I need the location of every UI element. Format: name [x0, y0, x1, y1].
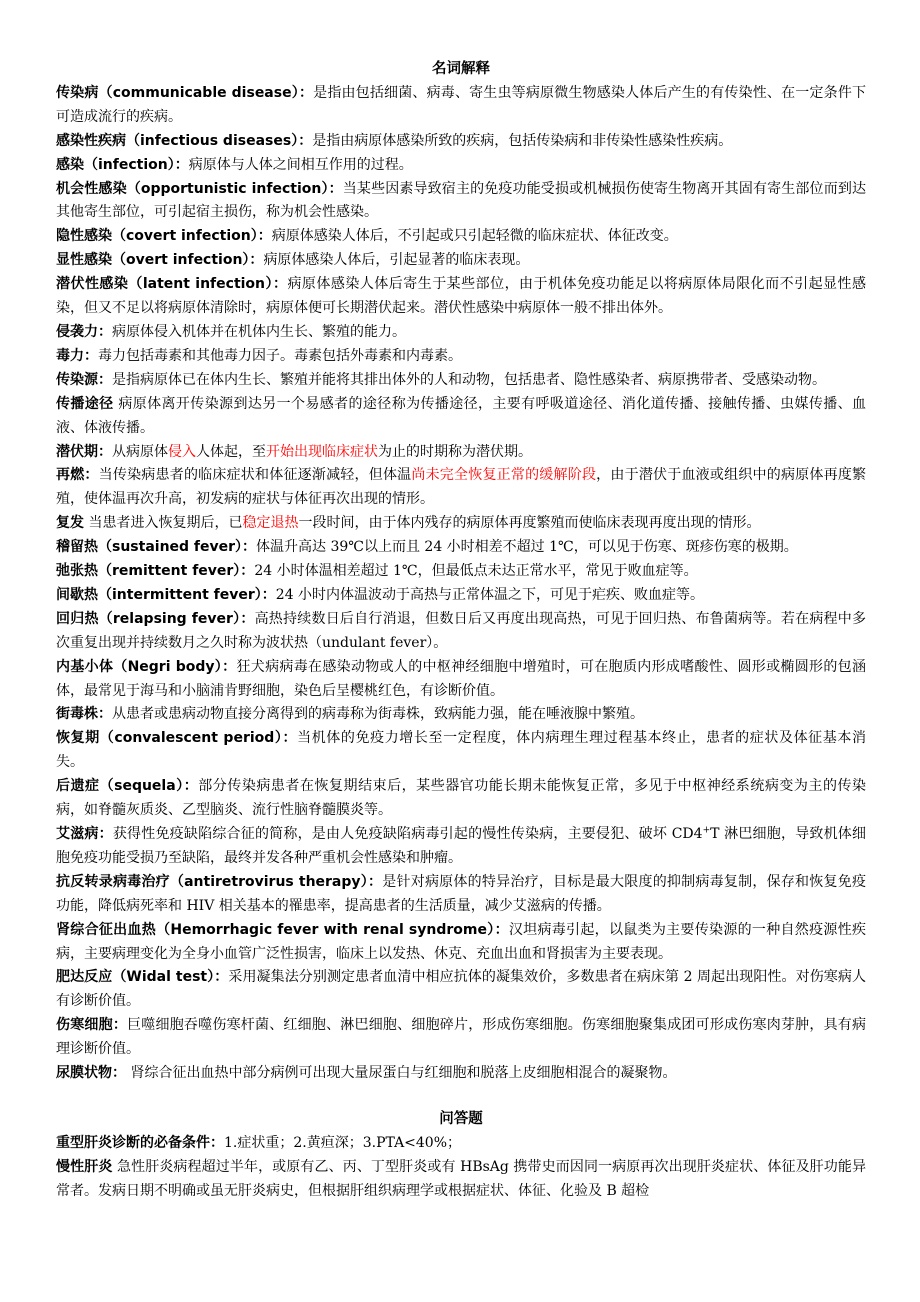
definition-text: 是指由包括细菌、病毒、寄生虫等病原微生物感染人体后产生的有传染性、在一定条件下可造成流行的疾病。: [56, 84, 867, 125]
definition-entry: [56, 656, 866, 704]
term-label: 传播途径: [56, 395, 114, 412]
definition-text: 为止的时期称为潜伏期。: [378, 443, 532, 460]
highlight-text: 稳定退热: [242, 515, 299, 532]
definition-text: 当机体的免疫力增长至一定程度，体内病理生理过程基本终止，患者的症状及体征基本消失。: [56, 730, 866, 771]
term-label: 传染病（communicable disease）：: [56, 84, 314, 101]
term-label: 艾滋病：: [56, 826, 113, 842]
definition-entry: [56, 1014, 866, 1062]
term-label: 显性感染（overt infection）：: [56, 252, 264, 269]
definition-entry: [56, 393, 866, 441]
qa-text: 急性肝炎病程超过半年，或原有乙、丙、丁型肝炎或有 HBsAg 携带史而因同一病原再次出现肝炎症状、体征及肝功能异常者。发病日期不明确或虽无肝炎病史，但根据肝组织病理学或根据症状、体征、化验及 B 超检: [56, 1158, 867, 1199]
term-label: 间歇热（intermittent fever）：: [56, 586, 276, 603]
definition-entry: [56, 966, 866, 1014]
term-label: 恢复期（convalescent period）：: [56, 730, 298, 747]
definition-entry: [56, 369, 866, 393]
term-label: 感染性疾病（infectious diseases）：: [56, 132, 313, 149]
definition-entry: [56, 345, 866, 369]
definition-text: 当传染病患者的临床症状和体征逐渐减轻，但体温: [98, 467, 412, 484]
definition-text: 高热持续数日后自行消退，但数日后又再度出现高热，可见于回归热、布鲁菌病等。若在病程中多次重复出现并持续数月之久时称为波状热（undulant fever）。: [56, 610, 866, 651]
definition-entry: [56, 82, 866, 130]
term-label: 后遗症（sequela）：: [56, 778, 199, 795]
definition-entry: [56, 154, 866, 178]
definition-text: 采用凝集法分别测定患者血清中相应抗体的凝集效价，多数患者在病床第 2 周起出现阳性。对伤寒病人有诊断价值。: [56, 969, 866, 1010]
term-label: 街毒株：: [56, 706, 112, 723]
definition-entry: [56, 584, 866, 608]
definition-entry: [56, 273, 866, 321]
term-label: 侵袭力：: [56, 323, 112, 340]
definition-entry: [56, 441, 866, 465]
definition-text: 病原体离开传染源到达另一个易感者的途径称为传播途径，主要有呼吸道途径、消化道传播、接触传播、虫媒传播、血液、体液传播。: [56, 395, 867, 436]
term-label: 肥达反应（Widal test）：: [56, 969, 229, 986]
definition-text: 24 小时体温相差超过 1℃，但最低点未达正常水平，常见于败血症等。: [254, 563, 698, 580]
term-label: 潜伏性感染（latent infection）：: [56, 276, 288, 293]
term-label: 潜伏期：: [56, 443, 112, 460]
definition-entry: [56, 608, 866, 656]
term-label: 肾综合征出血热（Hemorrhagic fever with renal syndrome）：: [56, 921, 509, 938]
superscript: +: [702, 825, 711, 836]
document-page: [56, 58, 866, 1204]
definition-entry: [56, 560, 866, 584]
definition-entry: [56, 703, 866, 727]
definition-text: 是针对病原体的特异治疗，目标是最大限度的抑制病毒复制，保存和恢复免疫功能，降低病死率和 HIV 相关基本的罹患率，提高患者的生活质量，减少艾滋病的传播。: [56, 873, 866, 914]
definition-text: 狂犬病病毒在感染动物或人的中枢神经细胞中增殖时，可在胞质内形成嗜酸性、圆形或椭圆形的包涵体，最常见于海马和小脑浦肯野细胞，染色后呈樱桃红色，有诊断价值。: [56, 658, 866, 699]
qa-text: 1.症状重；2.黄疸深；3.PTA<40%；: [224, 1134, 462, 1151]
definition-entry: [56, 225, 866, 249]
definition-entry: [56, 919, 866, 967]
definition-text: 人体起，至: [196, 443, 266, 460]
section-title-terms: 名词解释: [432, 61, 490, 77]
term-label: 伤寒细胞：: [56, 1017, 128, 1034]
definition-text: 一段时间，由于体内残存的病原体再度繁殖而使临床表现再度出现的情形。: [298, 515, 761, 532]
definition-entry: [56, 178, 866, 226]
highlight-text: 尚未完全恢复正常的缓解阶段: [411, 467, 597, 484]
definition-entry: [56, 512, 866, 536]
term-label: 尿膜状物：: [56, 1065, 126, 1082]
term-label: 回归热（relapsing fever）：: [56, 610, 255, 627]
highlight-text: 侵入: [168, 443, 196, 460]
definition-text: 肾综合征出血热中部分病例可出现大量尿蛋白与红细胞和脱落上皮细胞相混合的凝聚物。: [126, 1065, 677, 1082]
definition-entry: [56, 249, 866, 273]
term-label: 机会性感染（opportunistic infection）：: [56, 180, 343, 197]
qa-term-label: 慢性肝炎: [56, 1158, 113, 1175]
definition-text: 汉坦病毒引起，以鼠类为主要传染源的一种自然疫源性疾病，主要病理变化为全身小血管广泛性损害，临床上以发热、休克、充血出血和肾损害为主要表现。: [56, 921, 866, 962]
section-title-qa: 问答题: [439, 1110, 483, 1127]
highlight-text: 开始出现临床症状: [266, 443, 378, 460]
definition-text: 病原体感染人体后，不引起或只引起轻微的临床症状、体征改变。: [271, 228, 678, 245]
definition-text: 病原体感染人体后寄生于某些部位，由于机体免疫功能足以将病原体局限化而不引起显性感染，但又不足以将病原体清除时，病原体便可长期潜伏起来。潜伏性感染中病原体一般不排出体外。: [56, 276, 866, 317]
definition-entry: [56, 130, 866, 154]
qa-entry: [56, 1132, 866, 1156]
definition-entry: [56, 1062, 866, 1086]
term-label: 稽留热（sustained fever）：: [56, 539, 257, 556]
definition-text: 巨噬细胞吞噬伤寒杆菌、红细胞、淋巴细胞、细胞碎片，形成伤寒细胞。伤寒细胞聚集成团可形成伤寒肉芽肿，具有病理诊断价值。: [56, 1017, 867, 1058]
definition-text: 病原体侵入机体并在机体内生长、繁殖的能力。: [112, 323, 406, 340]
definition-text: 当某些因素导致宿主的免疫功能受损或机械损伤使寄生物离开其固有寄生部位而到达其他寄生部位，可引起宿主损伤，称为机会性感染。: [56, 180, 866, 221]
definition-text: 部分传染病患者在恢复期结束后，某些器官功能长期未能恢复正常，多见于中枢神经系统病变为主的传染病，如脊髓灰质炎、乙型脑炎、流行性脑脊髓膜炎等。: [56, 778, 867, 819]
definition-text: 病原体与人体之间相互作用的过程。: [188, 156, 413, 173]
term-label: 复发: [56, 515, 84, 532]
definition-text: 体温升高达 39℃以上而且 24 小时相差不超过 1℃，可以见于伤寒、斑疹伤寒的极期。: [256, 539, 798, 556]
definition-text: 是指由病原体感染所致的疾病，包括传染病和非传染性感染性疾病。: [312, 132, 733, 149]
qa-entry: [56, 1156, 866, 1204]
definition-text: 从患者或患病动物直接分离得到的病毒称为街毒株，致病能力强，能在唾液腺中繁殖。: [112, 706, 644, 723]
term-label: 感染（infection）：: [56, 156, 189, 173]
definition-entry: [56, 464, 866, 512]
definition-entry: [56, 775, 866, 823]
term-label: 再燃：: [56, 467, 99, 484]
term-label: 抗反转录病毒治疗（antiretrovirus therapy）：: [56, 873, 383, 890]
definition-text: 病原体感染人体后，引起显著的临床表现。: [263, 252, 530, 269]
definition-text: 是指病原体已在体内生长、繁殖并能将其排出体外的人和动物，包括患者、隐性感染者、病原携带者、受感染动物。: [112, 371, 826, 388]
definition-text: 当患者进入恢复期后，已: [84, 515, 243, 532]
definition-entry: [56, 321, 866, 345]
term-label: 弛张热（remittent fever）：: [56, 563, 255, 580]
definition-entry: [56, 871, 866, 919]
definition-text: T 淋巴细胞，导致机体细胞免疫功能受损乃至缺陷，最终并发各种严重机会性感染和肿瘤。: [56, 826, 867, 866]
qa-term-label: 重型肝炎诊断的必备条件：: [56, 1134, 224, 1151]
definition-entry: [56, 536, 866, 560]
term-label: 传染源：: [56, 371, 112, 388]
definition-text: ，由于潜伏于血液或组织中的病原体再度繁殖，使体温再次升高，初发病的症状与体征再次出现的情形。: [56, 467, 867, 508]
term-label: 内基小体（Negri body）：: [56, 658, 237, 675]
definition-entry: [56, 823, 866, 871]
definition-entry: [56, 727, 866, 775]
definition-text: 获得性免疫缺陷综合征的简称，是由人免疫缺陷病毒引起的慢性传染病，主要侵犯、破坏 CD4: [112, 826, 703, 842]
term-label: 毒力：: [56, 347, 98, 364]
definition-text: 24 小时内体温波动于高热与正常体温之下，可见于疟疾、败血症等。: [275, 586, 705, 603]
definition-text: 从病原体: [112, 443, 168, 460]
term-label: 隐性感染（covert infection）：: [56, 228, 272, 245]
definition-text: 毒力包括毒素和其他毒力因子。毒素包括外毒素和内毒素。: [98, 347, 462, 364]
